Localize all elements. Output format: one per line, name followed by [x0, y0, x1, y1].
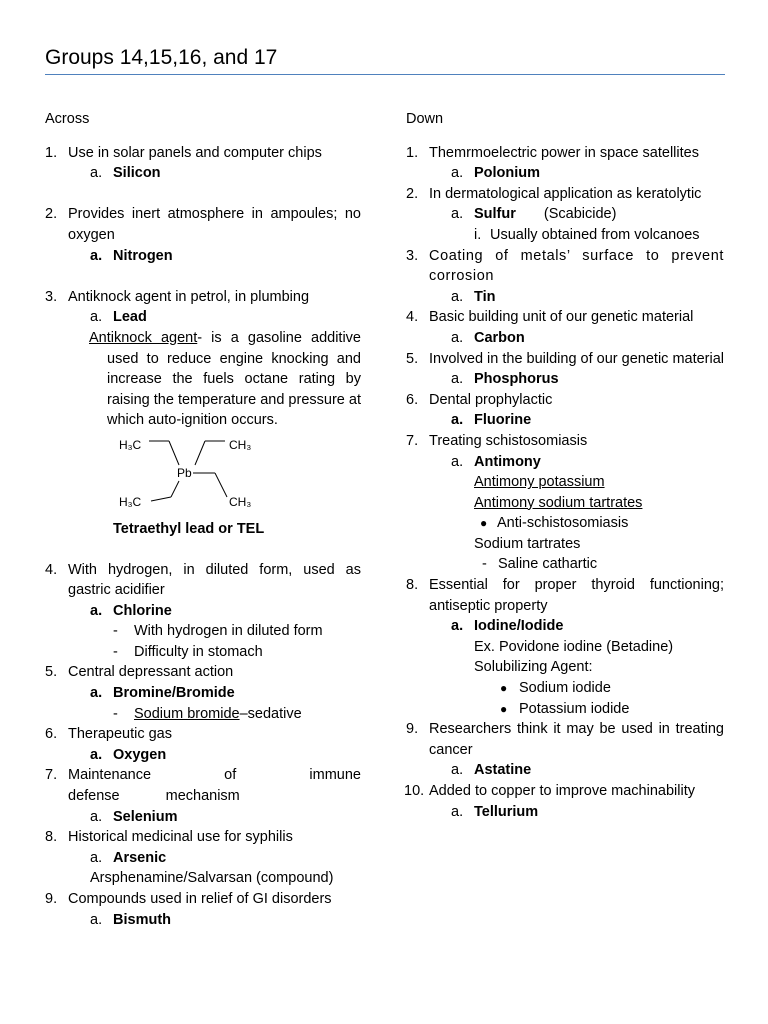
across-heading: Across — [45, 111, 90, 127]
answer-letter: a. — [451, 453, 464, 470]
answer-letter: a. — [90, 309, 103, 326]
clue-text: Compounds used in relief of GI disorders — [68, 891, 332, 907]
answer-letter: a. — [90, 808, 103, 825]
compound-line: Sodium tartrates — [474, 535, 581, 552]
across-item-1 — [45, 143, 361, 164]
title-rule — [45, 74, 725, 75]
across-item-5 — [45, 662, 361, 683]
across-item-2 — [45, 204, 361, 245]
clue-text: Historical medicinal use for syphilis — [68, 829, 293, 846]
down-column — [406, 109, 724, 822]
clue-text: Basic building unit of our genetic material — [429, 309, 694, 326]
answer-line — [45, 307, 361, 328]
structure-caption: Tetraethyl lead or TEL — [113, 520, 265, 537]
clue-text: Therapeutic gas — [68, 726, 172, 743]
across-item-6 — [45, 724, 361, 745]
answer-line — [406, 452, 724, 473]
item-number: 1. — [45, 144, 58, 161]
item-number: 5. — [45, 664, 58, 681]
item-number: 2. — [45, 206, 58, 223]
answer: Arsenic — [113, 849, 167, 866]
down-item-4 — [406, 307, 724, 328]
answer: Bromine/Bromide — [113, 685, 235, 702]
answer-letter: a. — [451, 371, 464, 388]
item-number: 3. — [406, 247, 419, 264]
answer-line — [406, 204, 724, 225]
agent-label: Solubilizing Agent: — [474, 659, 593, 676]
answer-letter: a. — [90, 602, 103, 619]
bullet-item: ● Potassium iodide — [500, 700, 630, 717]
item-number: 4. — [406, 309, 419, 326]
down-item-3 — [406, 246, 724, 287]
answer-line — [45, 246, 361, 267]
answer: Lead — [113, 309, 147, 326]
clue-text: Involved in the building of our genetic material — [429, 350, 725, 367]
document-title: Groups 14,15,16, and 17 — [45, 46, 278, 69]
clue-text: Treating schistosomiasis — [429, 432, 588, 449]
down-item-5 — [406, 349, 724, 370]
clue-text: Central depressant action — [68, 664, 234, 681]
across-column — [45, 109, 361, 930]
across-item-7 — [45, 765, 361, 806]
answer: Oxygen — [113, 746, 167, 763]
ch3-top-right: CH₃ — [229, 437, 252, 452]
answer-letter: a. — [451, 329, 464, 346]
answer-line — [45, 848, 361, 869]
clue-text: Themrmoelectric power in space satellites — [429, 144, 699, 161]
answer: Fluorine — [474, 412, 532, 429]
across-item-4 — [45, 560, 361, 601]
down-heading: Down — [406, 111, 444, 127]
clue-text: Added to copper to improve machinability — [429, 783, 695, 799]
clue-text: In dermatological application as keratolytic — [429, 185, 702, 202]
down-item-8 — [406, 575, 724, 616]
clue-text: Dental prophylactic — [429, 391, 553, 408]
answer-line — [406, 760, 724, 781]
definition-text: - is a gasoline additive used to reduce engine knocking and increase the fuels octane rating by raising the temperature and pressure at which auto-ignition occurs. — [107, 329, 361, 429]
down-item-7 — [406, 431, 724, 452]
item-number: 10. — [404, 783, 425, 799]
item-number: 9. — [45, 891, 58, 907]
answer-line — [406, 616, 724, 637]
clue-text: Researchers think it may be used in treating cancer — [429, 721, 724, 758]
item-number: 2. — [406, 185, 419, 202]
answer-line — [406, 410, 724, 431]
clue-text: Antiknock agent in petrol, in plumbing — [68, 288, 310, 305]
answer-letter: a. — [451, 618, 464, 635]
answer-line — [45, 601, 361, 622]
definition-note — [45, 328, 361, 431]
clue-text: Maintenance of immune defense mechanism — [68, 767, 361, 805]
answer: Iodine/Iodide — [474, 618, 564, 635]
dash-item: - Difficulty in stomach — [113, 643, 263, 660]
answer-letter: a. — [90, 247, 103, 264]
answer: Nitrogen — [113, 247, 173, 264]
answer-line — [45, 683, 361, 704]
answer-letter: a. — [451, 288, 464, 305]
down-item-2 — [406, 184, 724, 205]
clue-text: Coating of metals’ surface to prevent corrosion — [429, 247, 724, 285]
answer-line — [406, 287, 724, 308]
dash-item: - Saline cathartic — [482, 556, 598, 573]
answer: Selenium — [113, 808, 178, 825]
item-number: 3. — [45, 288, 58, 305]
item-number: 1. — [406, 144, 419, 161]
answer-letter: a. — [90, 165, 103, 182]
item-number: 9. — [406, 721, 419, 738]
answer-letter: a. — [90, 685, 103, 702]
answer: Polonium — [474, 165, 541, 182]
answer-line — [406, 369, 724, 390]
answer: Chlorine — [113, 602, 172, 619]
answer-letter: a. — [451, 803, 464, 820]
answer: Phosphorus — [474, 371, 559, 388]
compound-line: Antimony sodium tartrates — [474, 494, 643, 511]
answer-line — [406, 328, 724, 349]
answer-letter: a. — [451, 206, 464, 223]
down-item-10 — [406, 781, 724, 802]
example-line: Ex. Povidone iodine (Betadine) — [474, 638, 674, 655]
item-number: 6. — [45, 726, 58, 743]
answer-note: (Scabicide) — [543, 206, 617, 223]
answer: Astatine — [474, 762, 532, 779]
tel-structure — [45, 437, 361, 517]
bullet-item: ● Anti-schistosomiasis — [480, 515, 629, 532]
compound-note: Arsphenamine/Salvarsan (compound) — [90, 870, 334, 887]
compound-line: Antimony potassium — [474, 474, 605, 491]
ch3-bottom-left: H₃C — [119, 494, 142, 509]
answer: Tin — [474, 288, 496, 305]
ch3-top-left: H₃C — [119, 437, 142, 452]
answer: Bismuth — [113, 911, 171, 928]
clue-text: Provides inert atmosphere in ampoules; no oxygen — [68, 206, 361, 243]
item-number: 8. — [406, 577, 419, 594]
item-number: 4. — [45, 561, 58, 578]
answer-letter: a. — [90, 849, 103, 866]
dash-item: - Sodium bromide–sedative — [113, 705, 302, 722]
answer: Silicon — [113, 165, 161, 182]
answer: Tellurium — [474, 803, 539, 820]
clue-text: Use in solar panels and computer chips — [68, 144, 322, 161]
clue-text: With hydrogen, in diluted form, used as gastric acidifier — [68, 561, 361, 599]
answer-line — [406, 163, 724, 184]
answer-line — [45, 163, 361, 184]
answer-line — [45, 745, 361, 766]
answer-letter: a. — [451, 762, 464, 779]
tel-structure-diagram — [115, 437, 295, 517]
across-item-3 — [45, 287, 361, 308]
ch3-bottom-right: CH₃ — [229, 494, 252, 509]
down-item-1 — [406, 143, 724, 164]
pb-atom: Pb — [177, 465, 192, 480]
roman-item: i. Usually obtained from volcanoes — [474, 226, 700, 243]
answer-line — [406, 802, 724, 823]
answer: Sulfur — [474, 206, 516, 223]
answer-letter: a. — [451, 412, 464, 429]
item-number: 6. — [406, 391, 419, 408]
definition-term: Antiknock agent — [89, 329, 198, 346]
clue-text: Essential for proper thyroid functioning; antiseptic property — [429, 577, 724, 614]
answer-line — [45, 807, 361, 828]
item-number: 5. — [406, 350, 419, 367]
across-item-8 — [45, 827, 361, 848]
dash-item: - With hydrogen in diluted form — [113, 623, 323, 640]
answer-letter: a. — [90, 746, 103, 763]
answer-letter: a. — [451, 165, 464, 182]
answer: Carbon — [474, 329, 525, 346]
answer: Antimony — [474, 453, 541, 470]
item-number: 7. — [45, 767, 58, 784]
bullet-item: ● Sodium iodide — [500, 680, 611, 697]
down-item-9 — [406, 719, 724, 760]
down-item-6 — [406, 390, 724, 411]
answer-line — [45, 910, 361, 931]
answer-letter: a. — [90, 911, 103, 928]
item-number: 7. — [406, 432, 419, 449]
across-item-9 — [45, 889, 361, 910]
item-number: 8. — [45, 829, 58, 846]
